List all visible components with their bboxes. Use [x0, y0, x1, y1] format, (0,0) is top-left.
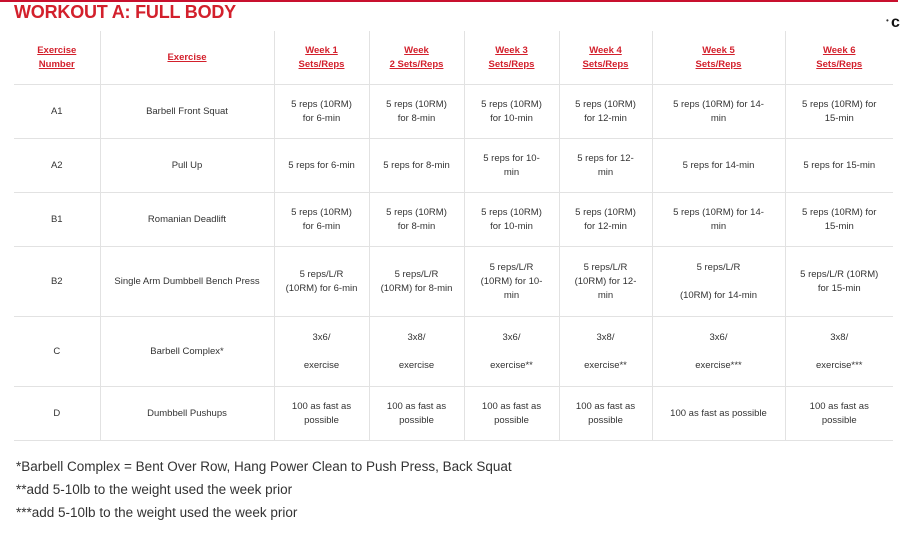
cell-week-1: 5 reps/L/R (10RM) for 6-min [274, 247, 369, 317]
header-week-2[interactable]: Week 2 Sets/Reps [369, 31, 464, 85]
edge-dot: • [886, 16, 889, 25]
cell-week-2: 5 reps for 8-min [369, 139, 464, 193]
cell-week-3: 5 reps (10RM) for 10-min [464, 193, 559, 247]
cell-week-6: 5 reps (10RM) for 15-min [785, 85, 893, 139]
table-row [14, 247, 893, 317]
header-week-6[interactable]: Week 6 Sets/Reps [785, 31, 893, 85]
cell-week-4: 5 reps (10RM) for 12-min [559, 85, 652, 139]
cell-exercise: Pull Up [100, 139, 274, 193]
cell-week-6: 5 reps for 15-min [785, 139, 893, 193]
cell-week-6: 100 as fast as possible [785, 387, 893, 441]
cell-exercise-number: A1 [14, 85, 100, 139]
footnote: *Barbell Complex = Bent Over Row, Hang Power Clean to Push Press, Back Squat [16, 459, 512, 474]
cell-exercise-number: B2 [14, 247, 100, 317]
table-row [14, 193, 893, 247]
footnote: **add 5-10lb to the weight used the week prior [16, 482, 293, 497]
header-exercise-number[interactable]: Exercise Number [14, 31, 100, 85]
cell-exercise-number: C [14, 317, 100, 387]
table-row [14, 85, 893, 139]
header-week-5[interactable]: Week 5 Sets/Reps [652, 31, 785, 85]
cell-week-3: 100 as fast as possible [464, 387, 559, 441]
cell-exercise: Romanian Deadlift [100, 193, 274, 247]
cell-exercise-number: A2 [14, 139, 100, 193]
workout-table [14, 31, 893, 441]
cell-week-4: 5 reps for 12- min [559, 139, 652, 193]
footnote: ***add 5-10lb to the weight used the week prior [16, 505, 298, 520]
page-title: WORKOUT A: FULL BODY [14, 2, 236, 22]
table-row [14, 387, 893, 441]
cell-week-2: 5 reps (10RM) for 8-min [369, 85, 464, 139]
cell-week-5: 100 as fast as possible [652, 387, 785, 441]
cell-week-4: 100 as fast as possible [559, 387, 652, 441]
edge-clipped-glyph: c [891, 14, 900, 31]
cell-week-1: 5 reps (10RM) for 6-min [274, 193, 369, 247]
header-week-3[interactable]: Week 3 Sets/Reps [464, 31, 559, 85]
cell-week-1: 3x6/ exercise [274, 317, 369, 387]
cell-week-5: 5 reps/L/R (10RM) for 14-min [652, 247, 785, 317]
table-header-row [14, 31, 893, 85]
cell-week-3: 5 reps/L/R (10RM) for 10- min [464, 247, 559, 317]
header-exercise[interactable]: Exercise [100, 31, 274, 85]
cell-week-2: 100 as fast as possible [369, 387, 464, 441]
cell-week-2: 5 reps (10RM) for 8-min [369, 193, 464, 247]
cell-week-6: 5 reps/L/R (10RM) for 15-min [785, 247, 893, 317]
header-week-4[interactable]: Week 4 Sets/Reps [559, 31, 652, 85]
cell-week-5: 3x6/ exercise*** [652, 317, 785, 387]
cell-week-5: 5 reps (10RM) for 14- min [652, 85, 785, 139]
cell-week-1: 5 reps for 6-min [274, 139, 369, 193]
cell-week-5: 5 reps for 14-min [652, 139, 785, 193]
cell-week-3: 3x6/ exercise** [464, 317, 559, 387]
cell-exercise: Barbell Complex* [100, 317, 274, 387]
cell-exercise: Dumbbell Pushups [100, 387, 274, 441]
cell-week-2: 3x8/ exercise [369, 317, 464, 387]
footnotes [16, 455, 512, 524]
header-week-1[interactable]: Week 1 Sets/Reps [274, 31, 369, 85]
cell-exercise: Single Arm Dumbbell Bench Press [100, 247, 274, 317]
cell-exercise-number: D [14, 387, 100, 441]
table-row [14, 317, 893, 387]
cell-week-6: 5 reps (10RM) for 15-min [785, 193, 893, 247]
cell-week-4: 3x8/ exercise** [559, 317, 652, 387]
cell-week-4: 5 reps (10RM) for 12-min [559, 193, 652, 247]
cell-exercise: Barbell Front Squat [100, 85, 274, 139]
table-row [14, 139, 893, 193]
cell-week-6: 3x8/ exercise*** [785, 317, 893, 387]
cell-week-1: 100 as fast as possible [274, 387, 369, 441]
cell-week-5: 5 reps (10RM) for 14- min [652, 193, 785, 247]
cell-week-1: 5 reps (10RM) for 6-min [274, 85, 369, 139]
cell-week-3: 5 reps for 10- min [464, 139, 559, 193]
cell-week-2: 5 reps/L/R (10RM) for 8-min [369, 247, 464, 317]
cell-exercise-number: B1 [14, 193, 100, 247]
cell-week-3: 5 reps (10RM) for 10-min [464, 85, 559, 139]
cell-week-4: 5 reps/L/R (10RM) for 12- min [559, 247, 652, 317]
